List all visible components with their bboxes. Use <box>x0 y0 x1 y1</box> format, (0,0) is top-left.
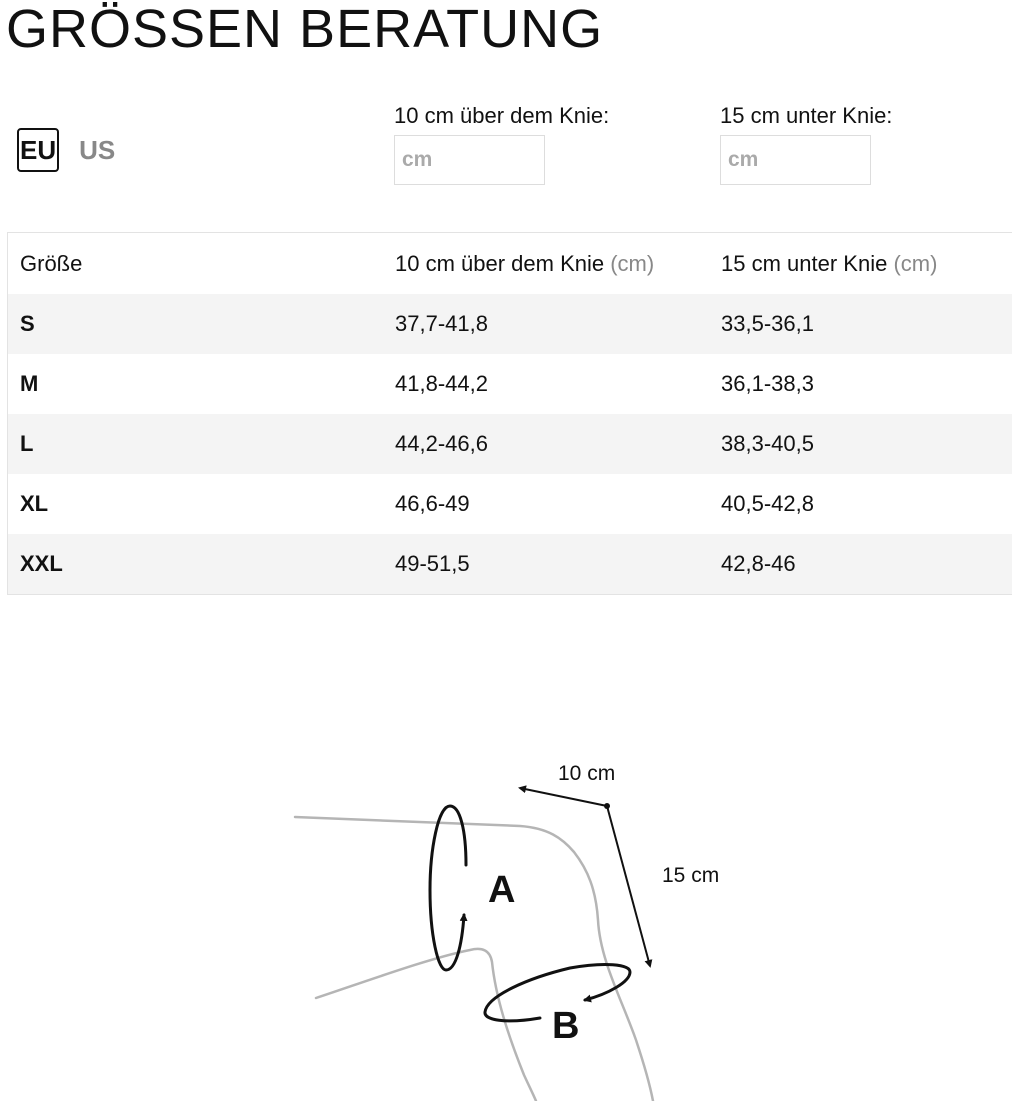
label-10cm: 10 cm <box>558 762 616 785</box>
input-group-below-knee <box>720 102 892 185</box>
below-knee-cell: 40,5-42,8 <box>721 491 814 516</box>
measure-origin-dot <box>604 803 610 809</box>
size-cell: M <box>20 371 39 396</box>
loop-b <box>485 965 630 1021</box>
header-below-knee <box>708 233 1012 294</box>
header-above-knee <box>382 233 708 294</box>
below-knee-cell: 38,3-40,5 <box>721 431 814 456</box>
leg-outline-upper <box>295 817 653 1101</box>
size-cell: L <box>20 431 34 456</box>
above-knee-cell: 49-51,5 <box>395 551 470 576</box>
measure-10cm-line <box>520 788 607 806</box>
header-above-knee-text: 10 cm über dem Knie <box>395 250 605 276</box>
loop-a <box>430 806 466 970</box>
above-knee-cell: 41,8-44,2 <box>395 371 488 396</box>
measure-15cm-line <box>607 806 650 966</box>
size-cell: XXL <box>20 551 63 576</box>
below-knee-cell: 42,8-46 <box>721 551 796 576</box>
header-above-knee-unit: (cm) <box>610 250 655 276</box>
above-knee-cell: 37,7-41,8 <box>395 311 488 336</box>
table-header-row <box>8 233 1012 294</box>
header-below-knee-unit: (cm) <box>893 250 938 276</box>
label-15cm: 15 cm <box>662 864 720 887</box>
table-row <box>8 474 1012 534</box>
above-knee-label: 10 cm über dem Knie: <box>394 103 610 128</box>
above-knee-cell: 46,6-49 <box>395 491 470 516</box>
unit-us-button[interactable]: US <box>79 129 115 171</box>
unit-eu-button[interactable]: EU <box>17 128 59 172</box>
input-group-above-knee <box>394 102 609 185</box>
below-knee-cell: 33,5-36,1 <box>721 311 814 336</box>
table-row <box>8 414 1012 474</box>
table-row <box>8 294 1012 354</box>
unit-toggle <box>17 128 115 172</box>
measurement-lines <box>520 788 650 966</box>
below-knee-cell: 36,1-38,3 <box>721 371 814 396</box>
table-row <box>8 534 1012 594</box>
label-b: B <box>552 1005 580 1047</box>
size-table-container <box>7 232 1012 595</box>
below-knee-label: 15 cm unter Knie: <box>720 103 893 128</box>
below-knee-input[interactable] <box>720 135 871 185</box>
size-table <box>8 233 1012 594</box>
label-a: A <box>488 869 516 911</box>
size-cell: S <box>20 311 35 336</box>
size-cell: XL <box>20 491 49 516</box>
table-row <box>8 354 1012 414</box>
page-title: GRÖSSEN BERATUNG <box>6 0 604 59</box>
header-size-text: Größe <box>20 250 83 276</box>
header-below-knee-text: 15 cm unter Knie <box>721 250 888 276</box>
leg-outline <box>295 817 653 1101</box>
leg-outline-lower <box>316 949 536 1101</box>
above-knee-cell: 44,2-46,6 <box>395 431 488 456</box>
above-knee-input[interactable] <box>394 135 545 185</box>
header-size <box>8 233 382 294</box>
